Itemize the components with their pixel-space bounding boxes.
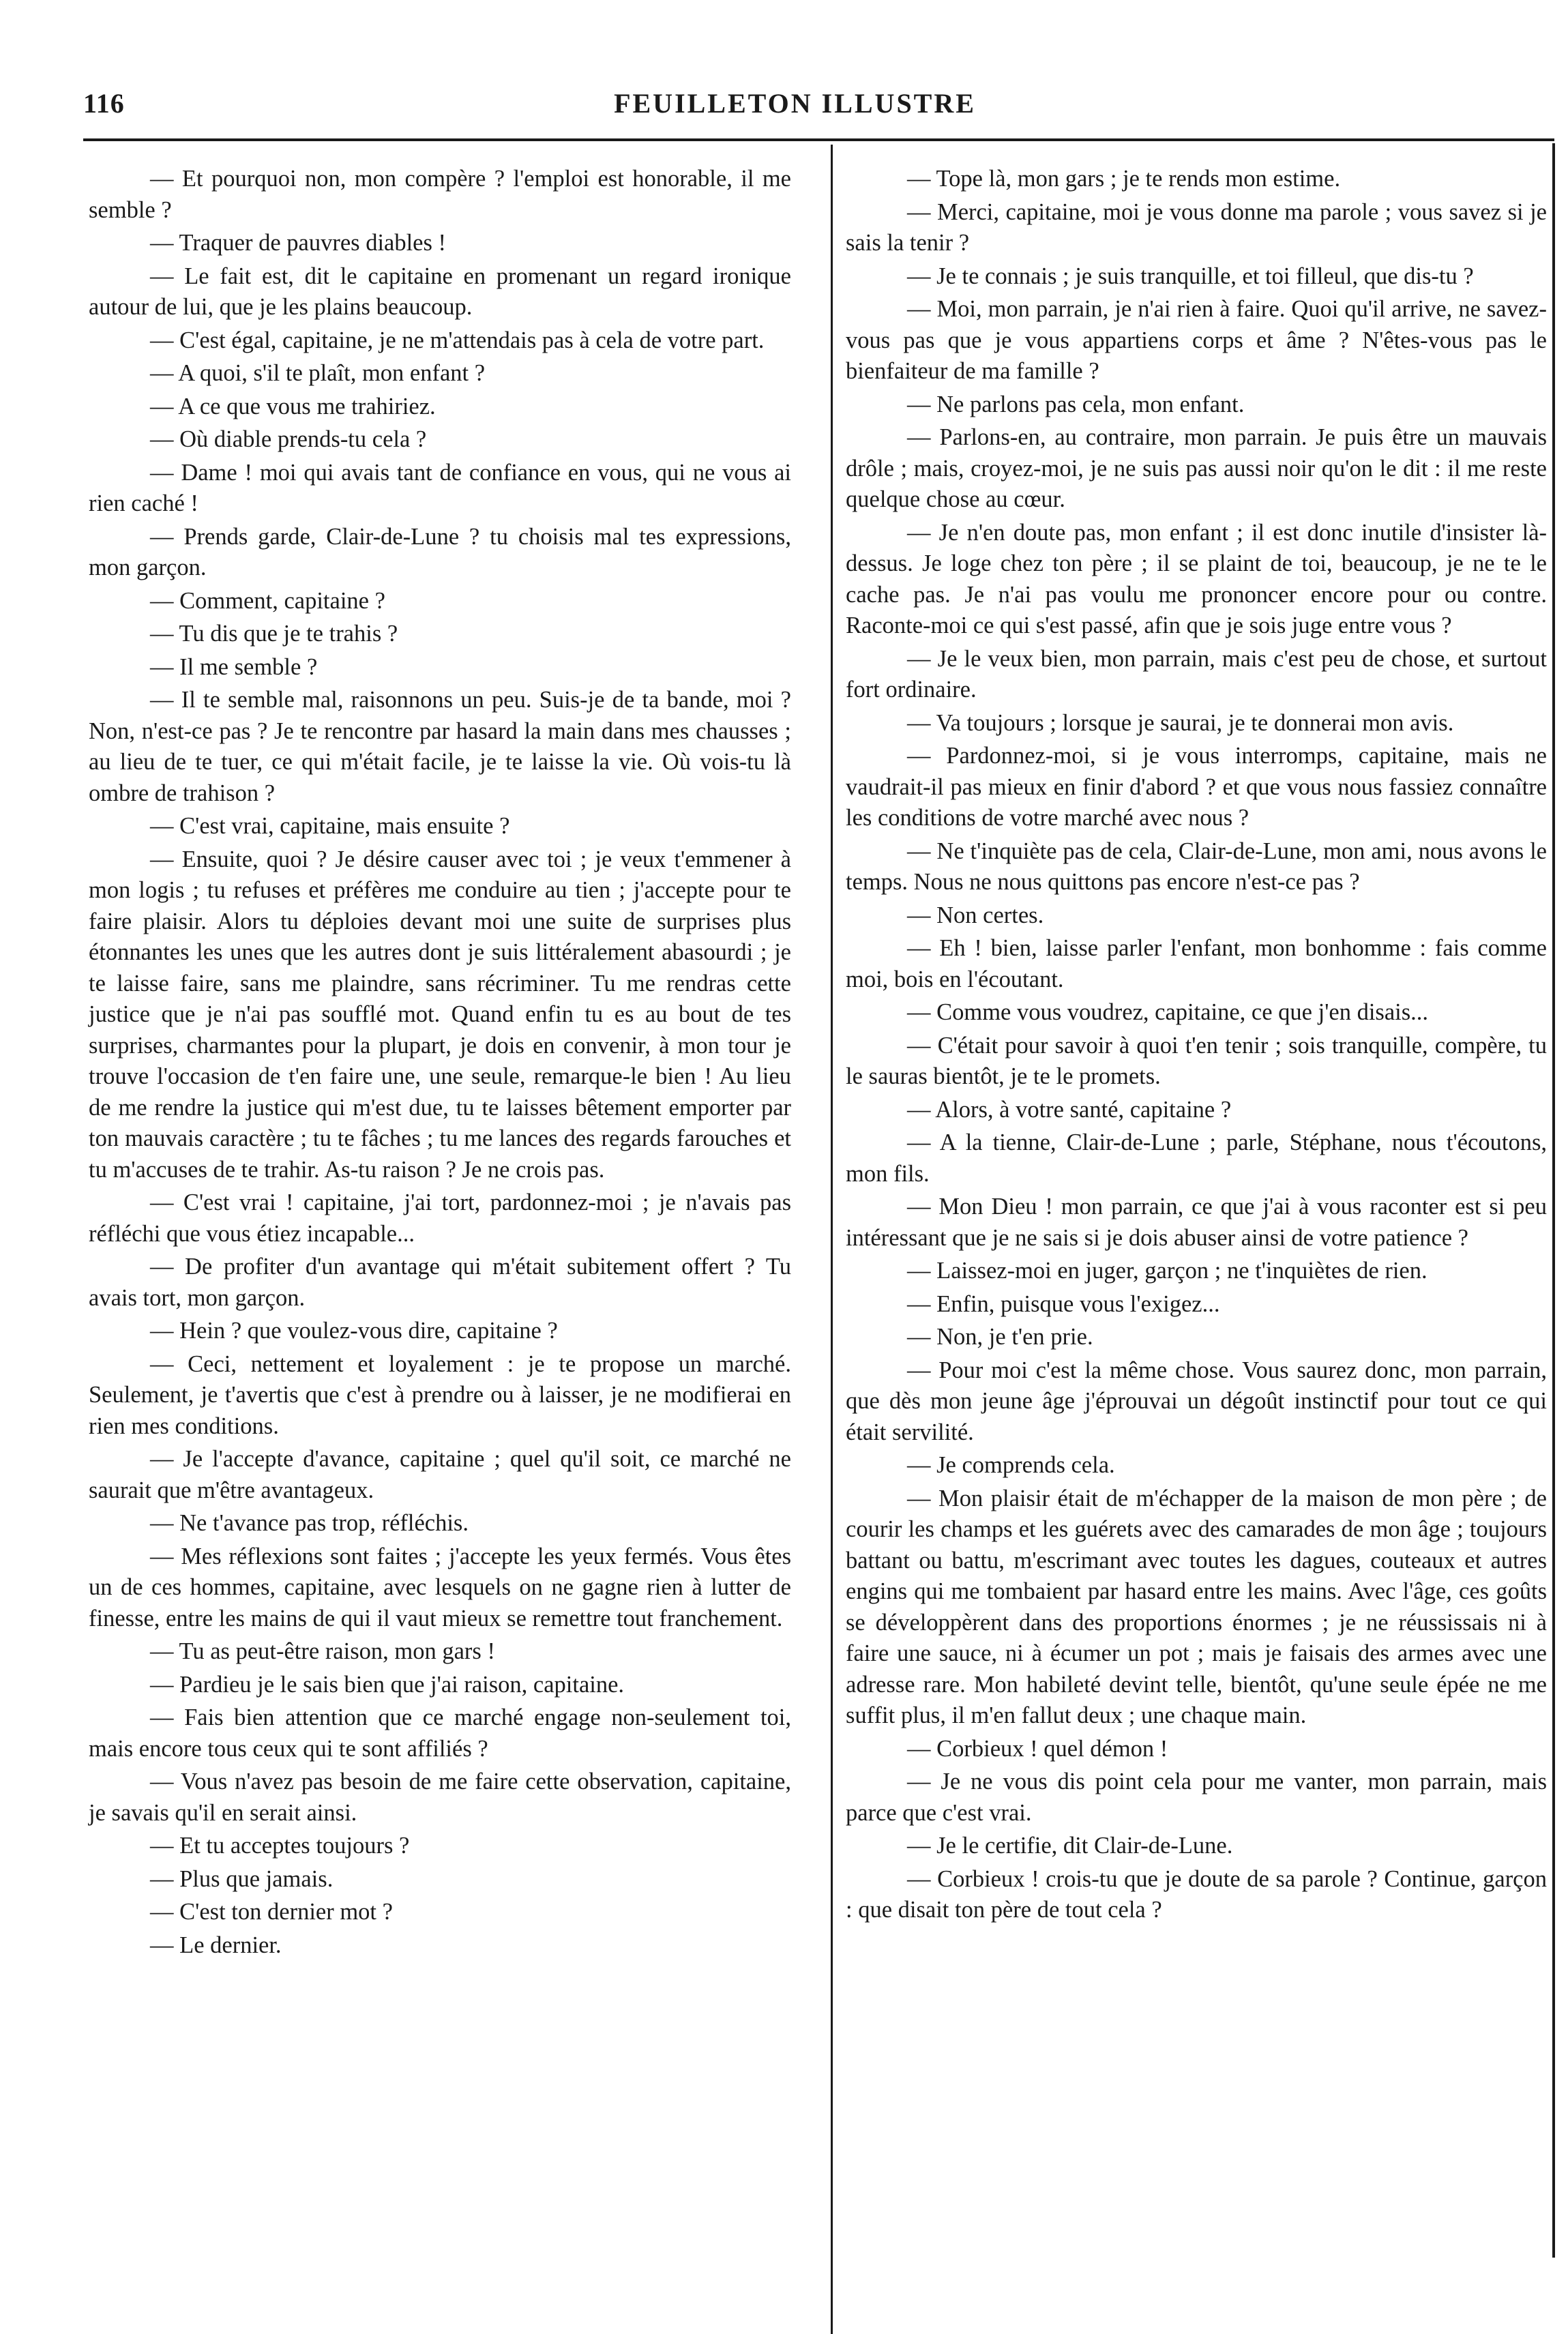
- paragraph: — Où diable prends-tu cela ?: [150, 426, 427, 452]
- paragraph: — Mon plaisir était de m'échapper de la maison de mon père ; de courir les champs et les guérets avec des camarades de mon âge ; toujours battant ou battu, m'escrimant avec toutes les dagues, couteaux et autres engins qui me tombaient par hasard entre les mains. Avec l'âge, ces goûts se développèrent dans des proportions énormes ; je ne réussissais ni à faire une sauce, ni à écumer un pot ; mais je faisais des armes avec une adresse rare. Mon habileté devint telle, bientôt, qu'une seule épée ne me suffit plus, il m'en fallut deux ; une chaque main.: [846, 1485, 1547, 1728]
- paragraph: — Va toujours ; lorsque je saurai, je te donnerai mon avis.: [907, 709, 1454, 736]
- paragraph: — Prends garde, Clair-de-Lune ? tu choisis mal tes expressions, mon garçon.: [89, 523, 791, 580]
- page-number: 116: [83, 88, 125, 119]
- paragraph: — Corbieux ! crois-tu que je doute de sa parole ? Continue, garçon : que disait ton père de tout cela ?: [846, 1865, 1547, 1923]
- paragraph: — Comment, capitaine ?: [150, 587, 385, 614]
- paragraph: — Mes réflexions sont faites ; j'accepte les yeux fermés. Vous êtes un de ces hommes, capitaine, avec lesquels on ne gagne rien à lutter de finesse, entre les mains de qui il vaut mieux se remettre tout franchement.: [89, 1543, 791, 1631]
- left-column: [89, 164, 791, 1963]
- paragraph: — Laissez-moi en juger, garçon ; ne t'inquiètes de rien.: [907, 1258, 1428, 1284]
- paragraph: — Et tu acceptes toujours ?: [150, 1833, 410, 1859]
- paragraph: — Ne parlons pas cela, mon enfant.: [907, 391, 1245, 417]
- paragraph: — De profiter d'un avantage qui m'était subitement offert ? Tu avais tort, mon garçon.: [89, 1254, 791, 1311]
- paragraph: — Eh ! bien, laisse parler l'enfant, mon bonhomme : fais comme moi, bois en l'écoutant.: [846, 935, 1547, 992]
- paragraph: — Ne t'avance pas trop, réfléchis.: [150, 1510, 469, 1536]
- header-rule: [83, 138, 1554, 141]
- paragraph: — Tu dis que je te trahis ?: [150, 621, 398, 647]
- paragraph: — Mon Dieu ! mon parrain, ce que j'ai à vous raconter est si peu intéressant que je ne sais si je dois abuser ainsi de votre patience ?: [846, 1194, 1547, 1251]
- paragraph: — Tu as peut-être raison, mon gars !: [150, 1638, 495, 1664]
- paragraph: — Fais bien attention que ce marché engage non-seulement toi, mais encore tous ceux qui te sont affiliés ?: [89, 1704, 791, 1762]
- paragraph: — Je comprends cela.: [907, 1452, 1115, 1478]
- paragraph: — A quoi, s'il te plaît, mon enfant ?: [150, 360, 486, 386]
- paragraph: — Il me semble ?: [150, 653, 318, 680]
- paragraph: — Pour moi c'est la même chose. Vous saurez donc, mon parrain, que dès mon jeune âge j'éprouvai un dégoût instinctif pour tout ce qui était servilité.: [846, 1357, 1547, 1445]
- paragraph: — Vous n'avez pas besoin de me faire cette observation, capitaine, je savais qu'il en serait ainsi.: [89, 1769, 791, 1826]
- paragraph: — C'est ton dernier mot ?: [150, 1899, 393, 1925]
- paragraph: — Parlons-en, au contraire, mon parrain. Je puis être un mauvais drôle ; mais, croyez-moi, je ne suis pas aussi noir qu'on le dit : il me reste quelque chose au cœur.: [846, 424, 1547, 512]
- paragraph: — Le fait est, dit le capitaine en promenant un regard ironique autour de lui, que je les plains beaucoup.: [89, 263, 791, 320]
- paragraph: — Il te semble mal, raisonnons un peu. Suis-je de ta bande, moi ? Non, n'est-ce pas ? Je te rencontre par hasard la main dans mes chausses ; au lieu de te tuer, ce qui m'était facile, je te laisse la vie. Où vois-tu là ombre de trahison ?: [89, 687, 791, 806]
- paragraph: — Ne t'inquiète pas de cela, Clair-de-Lune, mon ami, nous avons le temps. Nous ne nous quittons pas encore n'est-ce pas ?: [846, 838, 1547, 895]
- paragraph: — Comme vous voudrez, capitaine, ce que j'en disais...: [907, 999, 1429, 1025]
- paragraph: — Corbieux ! quel démon !: [907, 1735, 1168, 1762]
- paragraph: — Pardonnez-moi, si je vous interromps, capitaine, mais ne vaudrait-il pas mieux en finir d'abord ? et que vous nous fassiez connaître les conditions de votre marché avec nous ?: [846, 743, 1547, 831]
- paragraph: — Ensuite, quoi ? Je désire causer avec toi ; je veux t'emmener à mon logis ; tu refuses et préfères me conduire au tien ; j'accepte pour te faire plaisir. Alors tu déploies devant moi une suite de surprises plus étonnantes les unes que les autres dont je suis littéralement abasourdi ; je te laisse faire, sans me plaindre, sans récriminer. Tu me rendras cette justice que je n'ai pas soufflé mot. Quand enfin tu es au bout de tes surprises, charmantes pour la plupart, je dois en convenir, à mon tour je trouve l'occasion de t'en faire une, une seule, remarque-le bien ! Au lieu de me rendre la justice qui m'est due, tu te laisses bêtement emporter par ton mauvais caractère ; tu te fâches ; tu me lances des regards farouches et tu m'accuses de te trahir. As-tu raison ? Je ne crois pas.: [89, 846, 791, 1183]
- paragraph: — Je n'en doute pas, mon enfant ; il est donc inutile d'insister là-dessus. Je loge chez ton père ; il se plaint de toi, beaucoup, je ne te le cache pas. Je n'ai pas voulu me prononcer encore pour ou contre. Raconte-moi ce qui s'est passé, afin que je sois juge entre vous ?: [846, 519, 1547, 638]
- paragraph: — Je ne vous dis point cela pour me vanter, mon parrain, mais parce que c'est vrai.: [846, 1769, 1547, 1826]
- paragraph: — Pardieu je le sais bien que j'ai raison, capitaine.: [150, 1671, 625, 1698]
- paragraph: — C'est vrai, capitaine, mais ensuite ?: [150, 813, 510, 839]
- paragraph: — Je le certifie, dit Clair-de-Lune.: [907, 1833, 1233, 1859]
- paragraph: — Non, je t'en prie.: [907, 1324, 1093, 1350]
- paragraph: — C'était pour savoir à quoi t'en tenir ; sois tranquille, compère, tu le sauras bientôt, je te le promets.: [846, 1032, 1547, 1089]
- running-title: FEUILLETON ILLUSTRE: [614, 88, 976, 119]
- paragraph: — A la tienne, Clair-de-Lune ; parle, Stéphane, nous t'écoutons, mon fils.: [846, 1129, 1547, 1187]
- paragraph: — C'est vrai ! capitaine, j'ai tort, pardonnez-moi ; je n'avais pas réfléchi que vous étiez incapable...: [89, 1190, 791, 1247]
- paragraph: — Hein ? que voulez-vous dire, capitaine ?: [150, 1318, 558, 1344]
- paragraph: — Non certes.: [907, 902, 1044, 928]
- paragraph: — Ceci, nettement et loyalement : je te propose un marché. Seulement, je t'avertis que c'est à prendre ou à laisser, je ne modifierai en rien mes conditions.: [89, 1350, 791, 1439]
- paragraph: — Merci, capitaine, moi je vous donne ma parole ; vous savez si je sais la tenir ?: [846, 198, 1547, 256]
- paragraph: — Moi, mon parrain, je n'ai rien à faire. Quoi qu'il arrive, ne savez-vous pas que je vous appartiens corps et âme ? N'êtes-vous pas le bienfaiteur de ma famille ?: [846, 296, 1547, 384]
- right-margin-rule: [1552, 143, 1555, 2258]
- paragraph: — Enfin, puisque vous l'exigez...: [907, 1290, 1220, 1317]
- paragraph: — Traquer de pauvres diables !: [150, 230, 447, 256]
- column-divider: [831, 145, 833, 2334]
- page-header: [83, 82, 1507, 136]
- paragraph: — Le dernier.: [150, 1932, 282, 1958]
- paragraph: — A ce que vous me trahiriez.: [150, 393, 436, 419]
- paragraph: — Plus que jamais.: [150, 1865, 334, 1892]
- paragraph: — Tope là, mon gars ; je te rends mon estime.: [907, 166, 1341, 192]
- paragraph: — Je l'accepte d'avance, capitaine ; quel qu'il soit, ce marché ne saurait que m'être avantageux.: [89, 1446, 791, 1503]
- paragraph: — Alors, à votre santé, capitaine ?: [907, 1096, 1232, 1123]
- paragraph: — Je le veux bien, mon parrain, mais c'est peu de chose, et surtout fort ordinaire.: [846, 645, 1547, 703]
- paragraph: — Dame ! moi qui avais tant de confiance en vous, qui ne vous ai rien caché !: [89, 459, 791, 516]
- paragraph: — Et pourquoi non, mon compère ? l'emploi est honorable, il me semble ?: [89, 166, 791, 223]
- right-column: [846, 164, 1547, 1928]
- paragraph: — Je te connais ; je suis tranquille, et toi filleul, que dis-tu ?: [907, 263, 1474, 289]
- paragraph: — C'est égal, capitaine, je ne m'attendais pas à cela de votre part.: [150, 327, 765, 353]
